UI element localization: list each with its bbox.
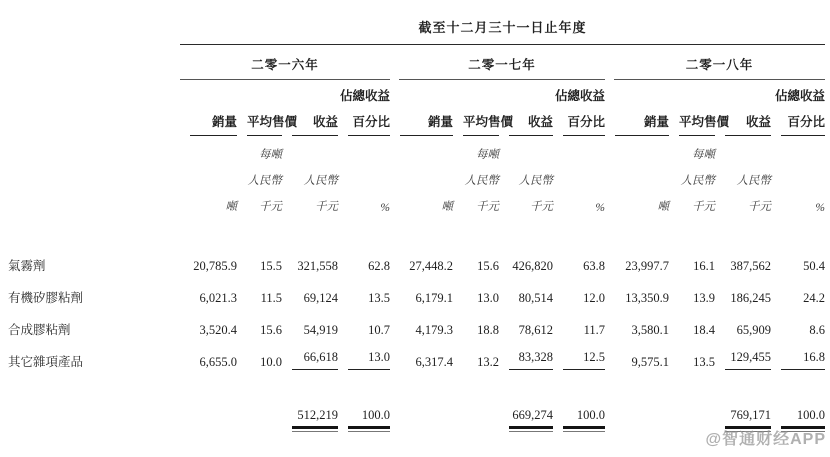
unit-rmb: 人民幣 (464, 175, 499, 187)
unit-percent: % (380, 202, 390, 214)
table-row (5, 162, 825, 188)
table-row (5, 80, 825, 104)
revenue-header: 收益 (282, 104, 338, 136)
table-row (5, 136, 825, 162)
pct-header: 百分比 (338, 104, 390, 136)
unit-thousand-yuan: 千元 (259, 201, 282, 213)
pct-top-header: 佔總收益 (775, 89, 826, 103)
table-cell: 387,562 (730, 259, 771, 273)
sales-header: 銷量 (180, 104, 237, 136)
unit-rmb: 人民幣 (680, 175, 715, 187)
year-2018-header-cell (605, 44, 825, 80)
unit-thousand-yuan: 千元 (476, 201, 499, 213)
table-cell: 8.6 (809, 323, 826, 337)
table-cell: 6,655.0 (199, 355, 237, 369)
table-cell: 6,021.3 (199, 291, 237, 305)
table-cell: 18.4 (693, 323, 715, 337)
total-pct-2017: 100.0 (553, 390, 605, 432)
table-cell: 15.5 (260, 259, 282, 273)
table-cell: 129,455 (715, 338, 771, 370)
table-cell: 4,179.3 (415, 323, 453, 337)
table-cell: 6,179.1 (415, 291, 453, 305)
table-cell: 13.2 (477, 355, 499, 369)
table-cell: 16.8 (771, 338, 825, 370)
table-cell: 3,520.4 (199, 323, 237, 337)
table-row-aerosol (5, 242, 825, 274)
table-cell: 16.1 (693, 259, 715, 273)
pct-header: 百分比 (771, 104, 825, 136)
table-cell: 6,317.4 (415, 355, 453, 369)
table-cell: 12.0 (583, 291, 605, 305)
table-cell: 9,575.1 (631, 355, 669, 369)
table-cell: 13.5 (368, 291, 390, 305)
sales-header: 銷量 (390, 104, 453, 136)
table-cell: 69,124 (303, 291, 338, 305)
year-2017-header: 二零一七年 (399, 55, 605, 80)
table-cell: 66,618 (282, 338, 338, 370)
table-cell: 50.4 (803, 259, 826, 273)
unit-tonnes: 噸 (441, 201, 453, 213)
avg-price-header: 平均售價 (669, 104, 715, 136)
table-cell: 24.2 (803, 291, 826, 305)
total-pct-2016: 100.0 (338, 390, 390, 432)
product-label: 氣霧劑 (8, 259, 46, 273)
table-cell: 15.6 (260, 323, 282, 337)
unit-percent: % (595, 202, 605, 214)
product-label: 有機矽膠粘劑 (8, 291, 84, 305)
table-cell: 321,558 (297, 259, 338, 273)
table-row (5, 188, 825, 214)
table-cell: 11.5 (260, 291, 282, 305)
table-cell: 83,328 (499, 338, 553, 370)
unit-rmb: 人民幣 (736, 175, 771, 187)
avg-price-header: 平均售價 (453, 104, 499, 136)
table-cell: 20,785.9 (193, 259, 237, 273)
table-row-silicone-adhesive (5, 274, 825, 306)
unit-thousand-yuan: 千元 (692, 201, 715, 213)
unit-rmb: 人民幣 (247, 175, 282, 187)
unit-rmb: 人民幣 (303, 175, 338, 187)
period-title: 截至十二月三十一日止年度 (418, 19, 587, 35)
product-label: 其它雜項產品 (8, 355, 84, 369)
total-revenue-2017: 669,274 (499, 390, 553, 432)
table-cell: 11.7 (583, 323, 605, 337)
year-2017-header-cell (390, 44, 605, 80)
table-cell: 78,612 (518, 323, 553, 337)
unit-per-tonne: 每噸 (692, 149, 715, 161)
table-cell: 65,909 (736, 323, 771, 337)
year-2018-header: 二零一八年 (614, 55, 825, 80)
table-cell: 13.0 (338, 338, 390, 370)
unit-thousand-yuan: 千元 (315, 201, 338, 213)
year-2016-header-cell (180, 44, 390, 80)
table-cell: 23,997.7 (625, 259, 669, 273)
avg-price-header: 平均售價 (237, 104, 282, 136)
unit-thousand-yuan: 千元 (530, 201, 553, 213)
table-row-totals (5, 390, 825, 432)
table-cell: 13.0 (477, 291, 499, 305)
table-cell: 3,580.1 (631, 323, 669, 337)
watermark: @智通财经APP (705, 431, 826, 448)
revenue-header: 收益 (499, 104, 553, 136)
table-cell: 426,820 (512, 259, 553, 273)
unit-percent: % (815, 202, 826, 214)
sales-header: 銷量 (605, 104, 669, 136)
unit-thousand-yuan: 千元 (748, 201, 771, 213)
product-label: 合成膠粘劑 (8, 323, 71, 337)
unit-per-tonne: 每噸 (476, 149, 499, 161)
unit-per-tonne: 每噸 (259, 149, 282, 161)
table-cell: 80,514 (518, 291, 553, 305)
table-cell: 18.8 (477, 323, 499, 337)
pct-header: 百分比 (553, 104, 605, 136)
unit-rmb: 人民幣 (518, 175, 553, 187)
revenue-breakdown-table (5, 8, 825, 432)
unit-tonnes: 噸 (657, 201, 669, 213)
year-2016-header: 二零一六年 (180, 55, 390, 80)
table-cell: 12.5 (553, 338, 605, 370)
table-cell: 62.8 (368, 259, 390, 273)
table-row (5, 104, 825, 136)
table-cell: 27,448.2 (409, 259, 453, 273)
table-cell: 10.0 (260, 355, 282, 369)
total-revenue-2016: 512,219 (282, 390, 338, 432)
table-row (5, 8, 825, 44)
pct-top-header: 佔總收益 (554, 89, 605, 103)
table-row (5, 44, 825, 80)
table-row-synthetic-adhesive (5, 306, 825, 338)
total-revenue-2018: 769,171 (715, 390, 771, 432)
table-cell: 13,350.9 (625, 291, 669, 305)
table-cell: 13.9 (693, 291, 715, 305)
table-cell: 13.5 (693, 355, 715, 369)
period-title-cell (180, 8, 825, 44)
table-row-other-products (5, 338, 825, 370)
table-cell: 54,919 (303, 323, 338, 337)
revenue-header: 收益 (715, 104, 771, 136)
table-cell: 10.7 (368, 323, 390, 337)
table-cell: 186,245 (730, 291, 771, 305)
table-cell: 63.8 (583, 259, 605, 273)
table-cell: 15.6 (477, 259, 499, 273)
pct-top-header: 佔總收益 (339, 89, 390, 103)
unit-tonnes: 噸 (225, 201, 237, 213)
total-pct-2018: 100.0 (771, 390, 825, 432)
